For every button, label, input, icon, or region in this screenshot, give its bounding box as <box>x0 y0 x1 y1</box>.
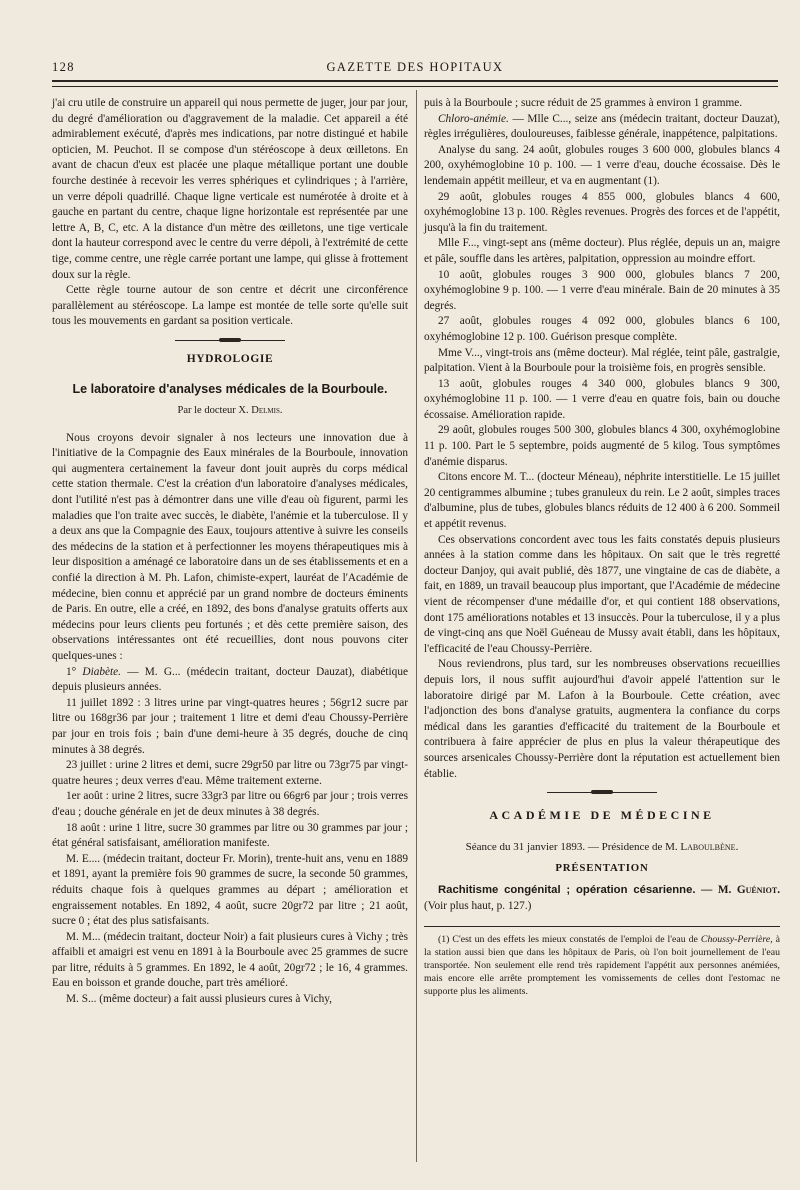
seance-president: Laboulbène. <box>680 840 739 853</box>
running-title: GAZETTE DES HOPITAUX <box>326 60 504 74</box>
rachitisme-entry <box>424 883 780 914</box>
footnote-italic: Choussy-Perrière <box>700 934 771 946</box>
academie-title: ACADÉMIE DE MÉDECINE <box>489 808 715 823</box>
observation-paragraph: Mme V..., vingt-trois ans (même docteur). Mal réglée, teint pâle, gastralgie, palpitation. Vient à la Bourboule pour la troisième fois, en progrès sensible. <box>424 346 780 375</box>
column-divider <box>416 90 417 1162</box>
case-paragraph: 18 août : urine 1 litre, sucre 30 grammes par litre ou 30 grammes par jour ; état général satisfaisant, amélioration manifeste. <box>52 821 408 850</box>
observation-paragraph: 27 août, globules rouges 4 092 000, globules blancs 6 100, oxyhémoglobine 12 p. 100. Guérison presque complète. <box>424 315 780 343</box>
running-head <box>52 58 778 78</box>
rachitisme-reference: (Voir plus haut, p. 127.) <box>424 899 532 912</box>
continuation-paragraph: puis à la Bourboule ; sucre réduit de 25 grammes à environ 1 gramme. <box>424 97 743 109</box>
case-paragraph: 23 juillet : urine 2 litres et demi, sucre 29gr50 par litre ou 73gr75 par vingt-quatre heures ; deux verres d'eau. Même traitement externe. <box>52 759 408 787</box>
footnote-rule <box>424 926 780 927</box>
observation-paragraph: 29 août, globules rouges 4 855 000, globules blancs 4 600, oxyhémoglobine 13 p. 100. Règles revenues. Progrès des forces et de l'appétit, jusqu'à la fin du traitement. <box>424 190 780 234</box>
body-paragraph: Nous croyons devoir signaler à nos lecteurs une innovation due à l'initiative de la Compagnie des Eaux minérales de la Bourboule, innovation qui augmentera certainement la faveur dont jouit auprès du corps médical cette station thermale. C'est la création d'un laboratoire d'analyses médicales, dont l'utilité n'est pas à démontrer dans une ville d'eau où figurent, parmi les maladies que l'on traite avec succès, le diabète, l'anémie et la tuberculose. Il y a deux ans que la Compagnie des Eaux, toujours attentive à suivre les conseils des médecins de la station et à perfectionner les moyens thérapeutiques mis à leur disposition a aménagé ce laboratoire dans un de ses établissements et en a confié la direction à M. Ph. Lafon, chimiste-expert, lauréat de l'Académie de médecine, bien connu et apprécié par un grand nombre de docteurs éminents de Paris. En outre, elle a créé, en 1892, des bons d'analyse gratuits offerts aux médecins pour leurs clients peu fortunés ; et dès cette première saison, des observations intéressantes ont été recueillies, dont nous pouvons citer quelques-unes : <box>52 431 408 662</box>
case-paragraph: M. M... (médecin traitant, docteur Noir) a fait plusieurs cures à Vichy ; très affaibli et amaigri est venu en 1891 à la Bourboule avec 25 grammes de sucre par litre, réduits à 5 grammes. En 1892, le 4 août, 20gr72 ; le 16, 4 grammes. Eau en boisson et grande douche, part très amélioré. <box>52 930 408 990</box>
case-paragraph: 11 juillet 1892 : 3 litres urine par vingt-quatres heures ; 56gr12 sucre par litre ou 168gr36 par jour ; traitement 1 litre et demi d'eau Choussy-Perrière par jour en trois fois ; bain d'une demi-heure à 35 degrés, douche de cinq minutes à 38 degrés. <box>52 696 408 756</box>
chlorose-heading <box>424 112 780 143</box>
observation-paragraph: Analyse du sang. 24 août, globules rouges 3 600 000, globules blancs 4 200, oxyhémoglobine 10 p. 100. — 1 verre d'eau, douche écossaise. Dès le lendemain appétit meilleur, et va en augmentant (1). <box>424 143 780 187</box>
footnote <box>424 933 780 998</box>
byline <box>52 403 408 419</box>
footnote-rest: , à la station aussi bien que dans les hôpitaux de Paris, où l'on boit journellement de l'eau transportée. Non seulement elle rend très rapidement l'appétit aux personnes anémiées, mais encore elle arrête promptement les vomissements de celles dont l'estomac ne supporte plus les aliments. <box>424 934 781 998</box>
presentation-title: PRÉSENTATION <box>555 862 649 875</box>
article-title: Le laboratoire d'analyses médicales de la Bourboule. <box>72 381 388 396</box>
rachitisme-title: Rachitisme congénital ; opération césarienne. <box>438 883 696 896</box>
page-number: 128 <box>52 60 75 74</box>
left-column <box>52 96 408 1008</box>
byline-prefix: Par le docteur X. <box>177 405 249 417</box>
seance-text: Séance du 31 janvier 1893. — Présidence de M. <box>465 840 678 853</box>
observation-paragraph: Nous reviendrons, plus tard, sur les nombreuses observations recueillies depuis lors, il nous suffit aujourd'hui d'avoir appelé l'attention sur le laboratoire dirigé par M. Lafon à la Bourboule. Cette création, avec l'adjonction des bons d'analyse gratuits, augmentera la confiance du corps médical dans les garanties d'efficacité du traitement de la Bourboule et contribuera à faire apprécier de plus en plus la valeur thérapeutique des sources arsenicales Choussy-Perrière dont la réputation est actuellement bien établie. <box>424 658 780 780</box>
intro-paragraph: j'ai cru utile de construire un appareil qui nous permette de juger, jour par jour, du degré d'amélioration ou d'aggravement de la maladie. Cet appareil a été admirablement exécuté, d'après mes indications, par notre distingué et habile opticien, M. Peuchot. Il se compose d'un stéréoscope à deux œilletons. En avant de chacun d'eux est placée une plaque métallique portant une double fourche destinée à recevoir les verres sphériques et cylindriques ; à l'arrière, un verre dépoli quadrillé. Chaque ligne verticale est numérotée à droite et à gauche en partant du centre, chaque ligne horizontale est représentée par une lettre A, B, C, etc. A la distance d'un mètre des œilletons, une tige verticale dont la hauteur correspond avec le centre du verre dépoli, à l'extrémité de cette tige, comme centre, une règle carrée portant une lampe, qui glisse à frottement doux sur la règle. <box>52 97 408 281</box>
intro-paragraph: Cette règle tourne autour de son centre et décrit une circonférence parallèlement au stéréoscope. La lampe est montée de telle sorte qu'elle suit tous les mouvements en gardant sa position verticale. <box>52 284 408 328</box>
footnote-lead: (1) C'est un des effets les mieux constatés de l'emploi de l'eau de <box>438 934 701 946</box>
seance-line <box>424 840 780 856</box>
rachitisme-author: — M. Guéniot. <box>701 883 781 896</box>
section-separator <box>547 788 657 798</box>
case-paragraph: M. S... (même docteur) a fait aussi plusieurs cures à Vichy, <box>66 993 332 1006</box>
chlorose-label: Chloro-anémie. <box>438 112 509 125</box>
right-column <box>424 96 780 998</box>
byline-author: Delmis. <box>251 405 283 417</box>
observation-paragraph: Mlle F..., vingt-sept ans (même docteur). Plus réglée, depuis un an, maigre et pâle, souffle dans les artères, palpitation, oppression au moindre effort. <box>424 237 780 265</box>
header-rule <box>52 80 778 87</box>
section-separator <box>175 336 285 346</box>
observation-paragraph: 29 août, globules rouges 500 300, globules blancs 4 300, oxyhémoglobine 11 p. 100. Part le 5 septembre, poids augmenté de 5 kilog. Tous symptômes d'anémie disparus. <box>424 424 780 468</box>
case-paragraph: 1er août : urine 2 litres, sucre 33gr3 par litre ou 66gr6 par jour ; trois verres d'eau ; douche générale en jet de deux minutes à 38 degrés. <box>52 790 408 818</box>
observation-paragraph: Citons encore M. T... (docteur Méneau), néphrite interstitielle. Le 15 juillet 20 centigrammes albumine ; tubes granuleux du rein. Le 2 août, simples traces d'albumine, plus de tubes, globules blancs réduits de 12 400 à 6 200. Sommeil et appétit revenus. <box>424 471 780 531</box>
observation-paragraph: Ces observations concordent avec tous les faits constatés depuis plusieurs années à la station comme dans les hôpitaux. On sait que le très regretté docteur Danjoy, qui avait publié, dès 1877, une vingtaine de cas de diabète, a fait, en 1889, un travail beaucoup plus important, que l'Académie de médecine vient de récompenser d'une médaille d'or, et qui contient 188 observations, dont 175 améliorations notables et 13 insuccès. Pour la tuberculose, il y a plus de vingt-cinq ans que Noël Guéneau de Mussy avait établi, dans les hôpitaux, l'efficacité de l'eau Choussy-Perrière. <box>424 533 780 655</box>
case-paragraph: M. E.... (médecin traitant, docteur Fr. Morin), trente-huit ans, venu en 1889 et 1891, ayant la première fois 90 grammes de sucre, la seconde 50 grammes, réduits chaque fois à quelques grammes au départ ; amélioration et engraissement notables. En 1892, 4 août, sucre 20gr72 par litre ; 21 août, sucre 0 ; état des plus satisfaisants. <box>52 852 408 928</box>
diabete-heading <box>52 665 408 696</box>
observation-paragraph: 13 août, globules rouges 4 340 000, globules blancs 9 300, oxyhémoglobine 11 p. 100. — 1 verre d'eau en quatre fois, bain ou douche écossaise. Amélioration rapide. <box>424 377 780 421</box>
chlorose-text: — Mlle C..., seize ans (médecin traitant, docteur Dauzat), règles irrégulières, douloureuses, faiblesse générale, inappétence, palpitations. <box>424 112 780 141</box>
diabete-prefix: 1° <box>66 665 83 678</box>
section-title: HYDROLOGIE <box>186 352 274 365</box>
diabete-label: Diabète. <box>82 665 121 678</box>
diabete-text: — M. G... (médecin traitant, docteur Dauzat), diabétique depuis plusieurs années. <box>52 665 408 694</box>
observation-paragraph: 10 août, globules rouges 3 900 000, globules blancs 7 200, oxyhémoglobine 9 p. 100. — 1 verre d'eau minérale. Bain de 20 minutes à 35 degrés. <box>424 268 780 312</box>
